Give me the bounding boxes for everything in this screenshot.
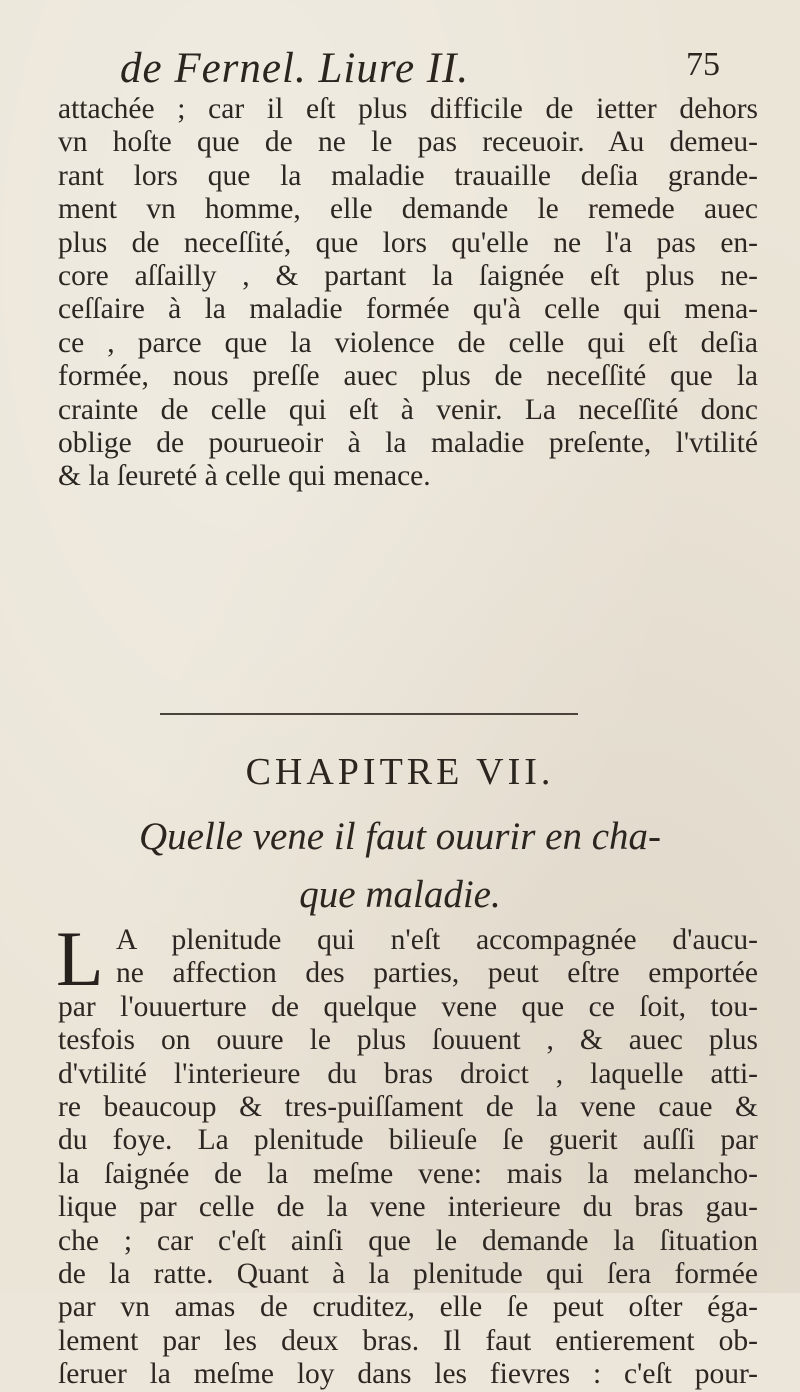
text-line: core aſſailly , & partant la ſaignée eſt plus ne- bbox=[58, 260, 758, 293]
text-line: formée, nous preſſe auec plus de neceſſité que la bbox=[58, 360, 758, 393]
chapter-subtitle-line: Quelle vene il faut ouurir en cha- bbox=[138, 815, 662, 858]
dropcap-block bbox=[56, 915, 758, 1002]
page-number: 75 bbox=[686, 46, 720, 83]
text-line: de la ratte. Quant à la plenitude qui ſera formée bbox=[58, 1258, 758, 1291]
text-line: lement par les deux bras. Il faut entierement ob- bbox=[58, 1324, 758, 1357]
text-line: la ſaignée de la meſme vene: mais la melancho- bbox=[58, 1157, 758, 1190]
chapter-subtitle bbox=[120, 808, 680, 924]
chapter-subtitle-line: que maladie. bbox=[299, 873, 501, 916]
text-line: d'vtilité l'interieure du bras droict , laquelle atti- bbox=[58, 1057, 758, 1090]
text-line: plus de neceſſité, que lors qu'elle ne l'a pas en- bbox=[58, 226, 758, 259]
chapter-heading: CHAPITRE VII. bbox=[245, 751, 555, 793]
paragraph-2 bbox=[56, 915, 758, 1392]
text-line: lique par celle de la vene interieure du bras gau- bbox=[58, 1191, 758, 1224]
text-line: tesfois on ouure le plus ſouuent , & auec plus bbox=[58, 1024, 758, 1057]
text-line: & la ſeureté à celle qui menace. bbox=[58, 460, 431, 493]
text-line: ment vn homme, elle demande le remede auec bbox=[58, 193, 758, 226]
text-line: A plenitude qui n'eſt accompagnée d'aucu- bbox=[116, 924, 758, 956]
section-divider bbox=[160, 713, 578, 715]
text-line: vn hoſte que de ne le pas receuoir. Au demeu- bbox=[58, 126, 758, 159]
drop-cap: L bbox=[56, 915, 104, 1002]
text-line: attachée ; car il eſt plus difficile de ietter dehors bbox=[58, 93, 758, 125]
text-line: che ; car c'eſt ainſi que le demande la ſituation bbox=[58, 1224, 758, 1257]
text-line: rant lors que la maladie trauaille deſia grande- bbox=[58, 159, 758, 192]
text-line: ce , parce que la violence de celle qui eſt deſia bbox=[58, 326, 758, 359]
text-line: du foye. La plenitude bilieuſe ſe guerit auſſi par bbox=[58, 1124, 758, 1157]
running-title: de Fernel. Liure II. bbox=[120, 45, 470, 92]
text-line: crainte de celle qui eſt à venir. La neceſſité donc bbox=[58, 393, 758, 426]
paragraph-1 bbox=[58, 93, 758, 494]
text-line: par vn amas de cruditez, elle ſe peut oſter éga- bbox=[58, 1291, 758, 1324]
text-line: oblige de pourueoir à la maladie preſente, l'vtilité bbox=[58, 427, 758, 460]
text-line: par l'ouuerture de quelque vene que ce ſoit, tou- bbox=[58, 990, 758, 1023]
page-header bbox=[100, 44, 720, 100]
text-line: ſeruer la meſme loy dans les fievres : c'eſt pour- bbox=[58, 1358, 758, 1391]
text-line: re beaucoup & tres-puiſſament de la vene caue & bbox=[58, 1091, 758, 1124]
text-line: ceſſaire à la maladie formée qu'à celle qui mena- bbox=[58, 293, 758, 326]
text-line: ne affection des parties, peut eſtre emportée bbox=[116, 957, 758, 990]
